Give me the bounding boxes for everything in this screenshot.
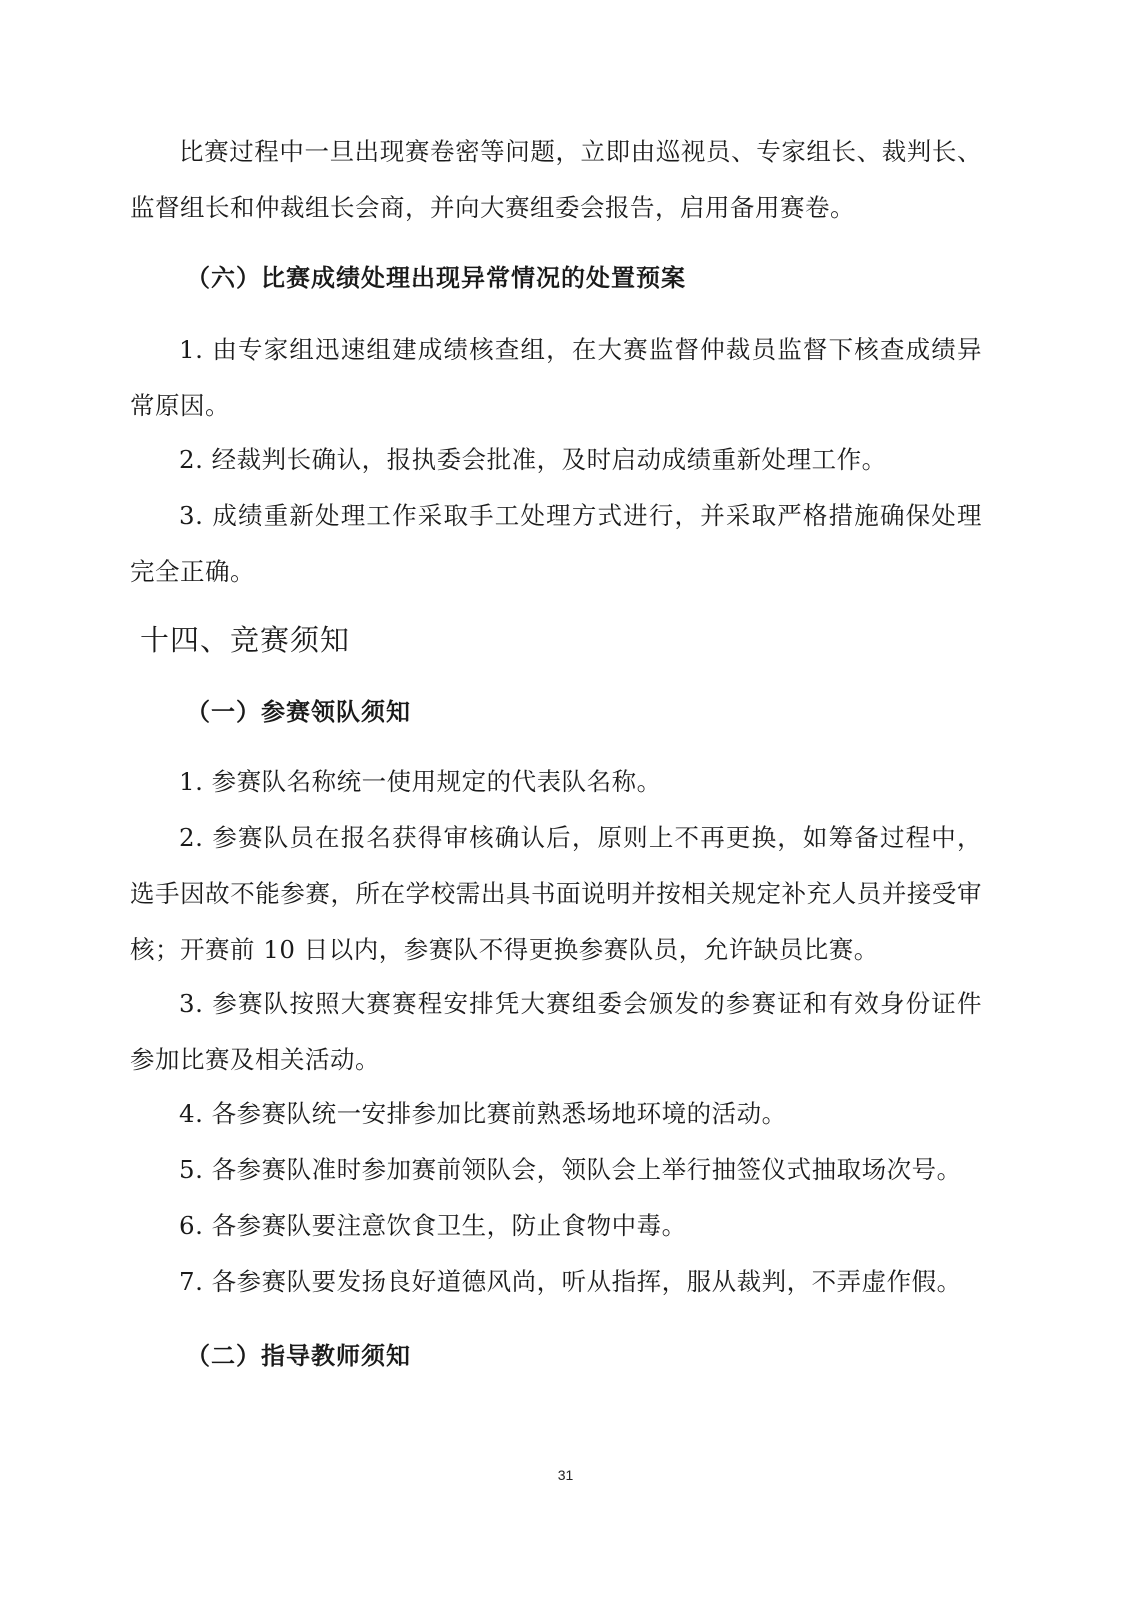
paragraph-participation-credentials: 3. 参赛队按照大赛赛程安排凭大赛组委会颁发的参赛证和有效身份证件参加比赛及相关活动。 [130,989,982,1074]
paragraph-leader-meeting: 5. 各参赛队准时参加赛前领队会，领队会上举行抽签仪式抽取场次号。 [179,1155,962,1184]
paragraph-team-name: 1. 参赛队名称统一使用规定的代表队名称。 [179,767,662,796]
heading-team-leader-notice: （一）参赛领队须知 [186,698,411,726]
paragraph-score-check-group: 1. 由专家组迅速组建成绩核查组，在大赛监督仲裁员监督下核查成绩异常原因。 [130,335,982,420]
heading-score-anomaly-plan: （六）比赛成绩处理出现异常情况的处置预案 [186,264,686,292]
paragraph-venue-familiarization: 4. 各参赛队统一安排参加比赛前熟悉场地环境的活动。 [179,1099,787,1128]
heading-competition-notice: 十四、竞赛须知 [140,623,351,657]
paragraph-manual-processing: 3. 成绩重新处理工作采取手工处理方式进行，并采取严格措施确保处理完全正确。 [130,501,982,586]
paragraph-food-hygiene: 6. 各参赛队要注意饮食卫生，防止食物中毒。 [179,1211,687,1240]
paragraph-reprocess-approval: 2. 经裁判长确认，报执委会批准，及时启动成绩重新处理工作。 [179,445,887,474]
paragraph-exam-leak: 比赛过程中一旦出现赛卷密等问题，立即由巡视员、专家组长、裁判长、监督组长和仲裁组长会商，并向大赛组委会报告，启用备用赛卷。 [130,137,982,222]
heading-instructor-notice: （二）指导教师须知 [186,1342,411,1370]
page-number: 31 [557,1467,574,1483]
paragraph-member-replacement: 2. 参赛队员在报名获得审核确认后，原则上不再更换，如筹备过程中，选手因故不能参赛，所在学校需出具书面说明并按相关规定补充人员并接受审核；开赛前 10 日以内，参赛队不得更换参赛队员，允许缺员比赛。 [130,823,982,964]
paragraph-sportsmanship: 7. 各参赛队要发扬良好道德风尚，听从指挥，服从裁判，不弄虚作假。 [179,1267,962,1296]
